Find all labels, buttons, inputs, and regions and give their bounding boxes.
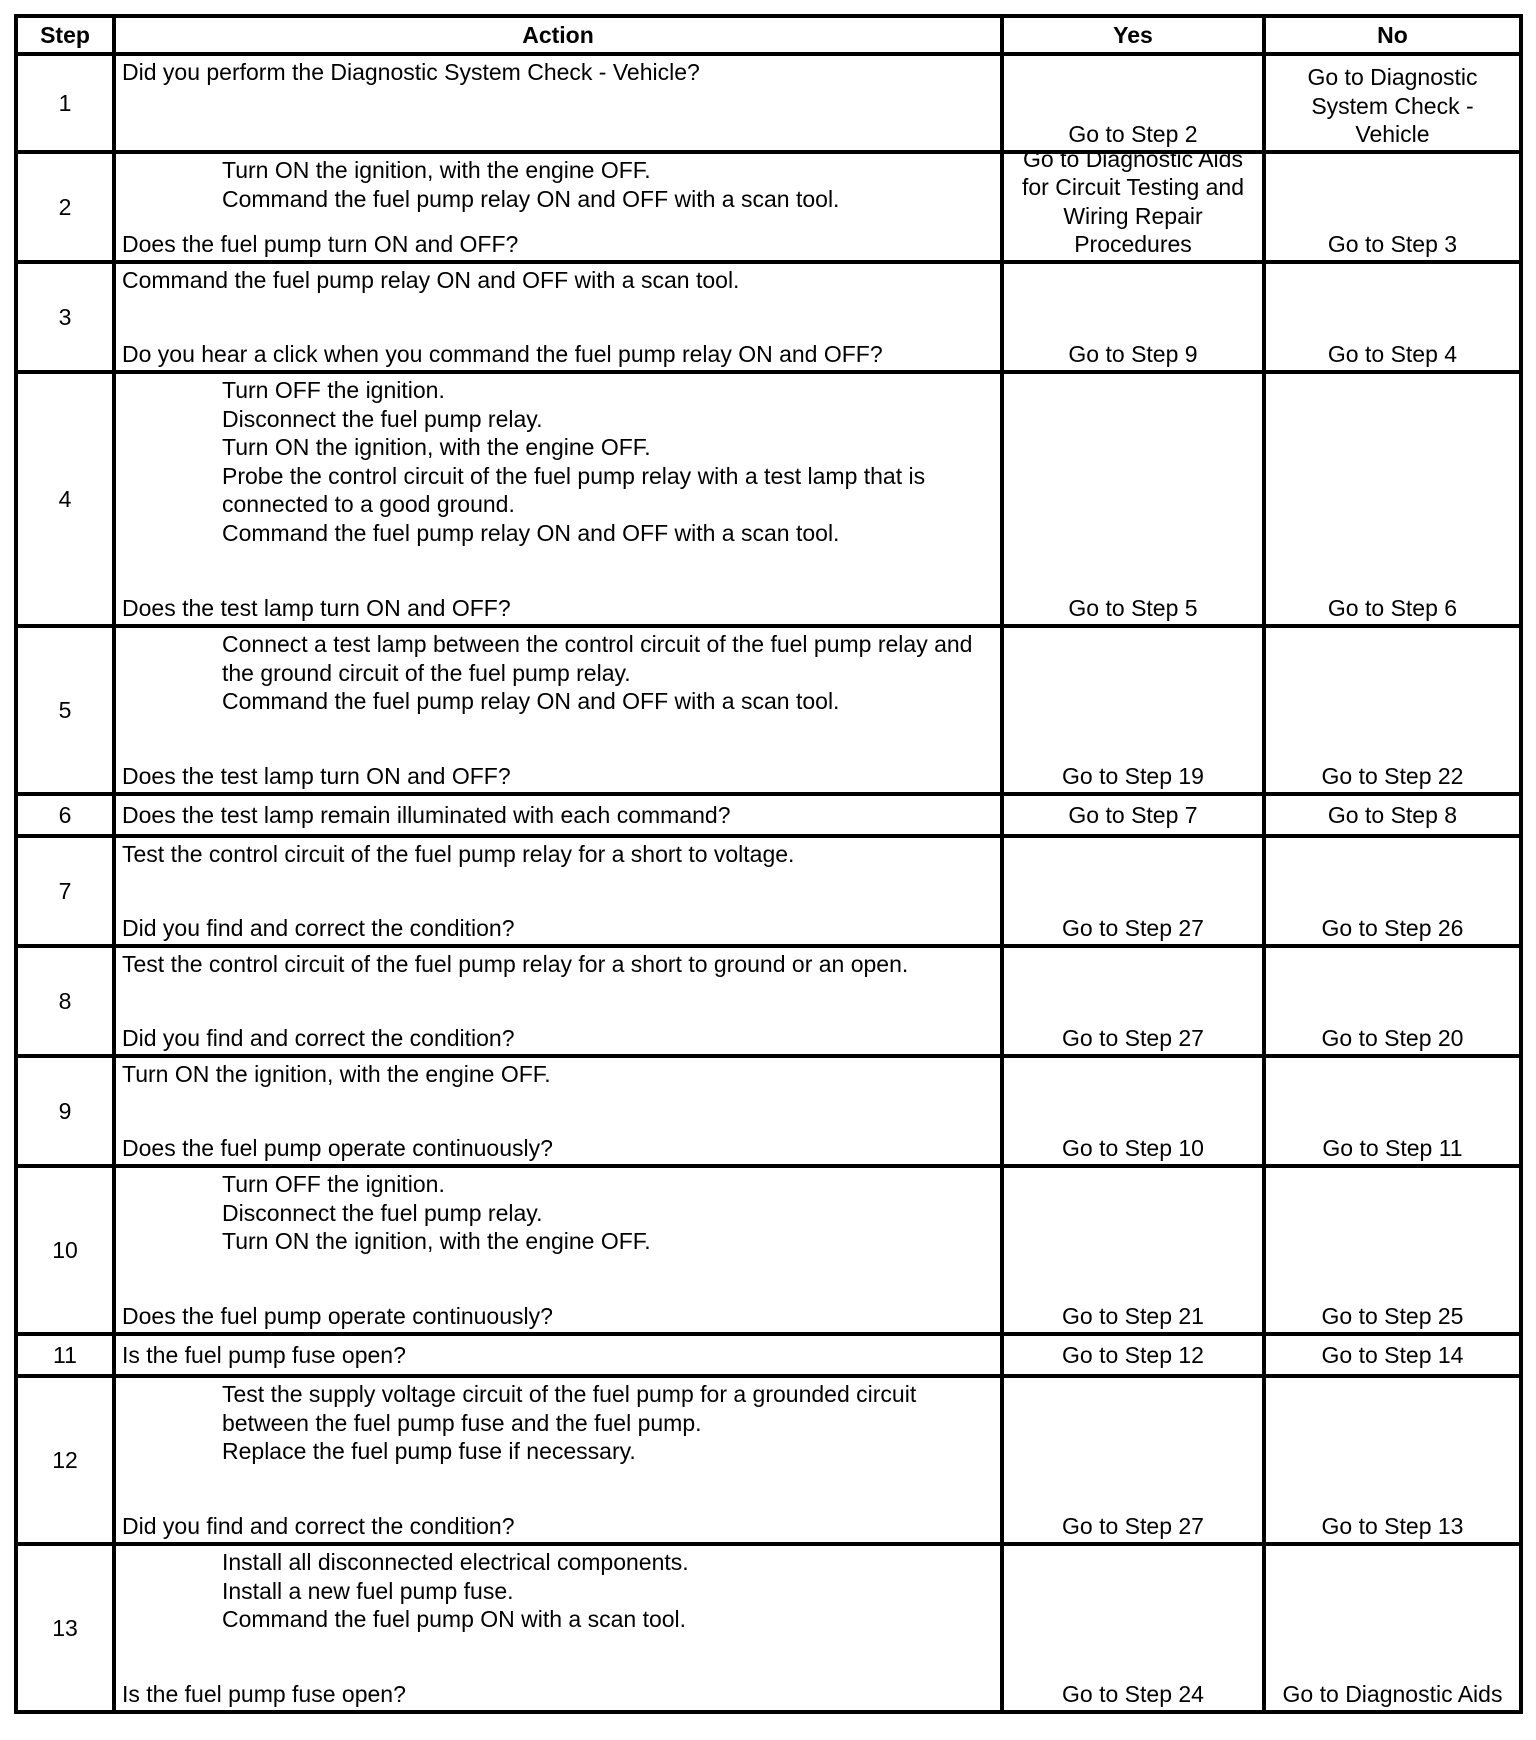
table-row [14, 948, 1523, 1058]
step-number: 8 [18, 948, 116, 1054]
step-number: 1 [18, 56, 116, 150]
action-sub-step: Command the fuel pump relay ON and OFF with a scan tool. [222, 688, 840, 715]
action-question: Does the test lamp turn ON and OFF? [122, 763, 511, 790]
action-cell [116, 838, 1004, 944]
action-sub-step: Turn ON the ignition, with the engine OFF. [222, 1228, 651, 1255]
step-number: 4 [18, 374, 116, 624]
yes-result [1004, 838, 1266, 944]
table-row [14, 145, 1523, 264]
no-result [1266, 1378, 1519, 1542]
action-sub-step: Turn ON the ignition, with the engine OFF. [222, 434, 651, 461]
no-result [1266, 838, 1519, 944]
action-question: Is the fuel pump fuse open? [122, 1681, 406, 1708]
no-result-text: Go to Step 11 [1322, 1135, 1463, 1162]
no-result-text: Go to Step 14 [1321, 1341, 1464, 1368]
step-number: 13 [18, 1546, 116, 1710]
yes-result [1004, 145, 1266, 260]
table-row [14, 1378, 1523, 1546]
action-intro-text: Is the fuel pump fuse open? [122, 1341, 406, 1368]
action-cell [116, 1336, 1004, 1374]
no-result [1266, 1336, 1519, 1374]
no-result [1266, 154, 1519, 260]
action-cell [116, 948, 1004, 1054]
header-step: Step [18, 18, 116, 52]
yes-result-text: Go to Step 27 [1062, 1513, 1204, 1540]
yes-result [1004, 1168, 1266, 1332]
step-number: 9 [18, 1058, 116, 1164]
action-sub-step: Connect a test lamp between the control circuit of the fuel pump relay and the ground circuit of the fuel pump relay. [222, 631, 973, 686]
yes-result-text: Go to Step 7 [1068, 801, 1198, 828]
action-sub-step: Install a new fuel pump fuse. [222, 1577, 514, 1604]
action-sub-step: Disconnect the fuel pump relay. [222, 405, 543, 432]
no-result-text: Go to Step 25 [1321, 1303, 1464, 1330]
action-question: Does the test lamp turn ON and OFF? [122, 595, 511, 622]
yes-result [1004, 948, 1266, 1054]
no-result-text: Go to Step 13 [1321, 1513, 1464, 1540]
no-result-text: Go to Step 6 [1327, 595, 1458, 622]
action-question: Did you find and correct the condition? [122, 1025, 515, 1052]
yes-result-text: Go to Step 5 [1068, 595, 1198, 622]
no-result [1266, 374, 1519, 624]
table-row [14, 838, 1523, 948]
action-cell [116, 154, 1004, 260]
action-cell [116, 628, 1004, 792]
table-row [14, 1058, 1523, 1168]
action-question: Does the fuel pump turn ON and OFF? [122, 231, 519, 258]
table-row [14, 1336, 1523, 1378]
yes-result [1004, 1336, 1266, 1374]
step-number: 10 [18, 1168, 116, 1332]
action-sub-step: Test the supply voltage circuit of the fuel pump for a grounded circuit between the fuel pump fuse and the fuel pump. [222, 1381, 917, 1436]
action-question: Does the fuel pump operate continuously? [122, 1303, 553, 1330]
table-row [14, 796, 1523, 838]
header-action: Action [116, 18, 1004, 52]
no-result [1266, 264, 1519, 370]
yes-result [1004, 628, 1266, 792]
action-intro-text: Test the control circuit of the fuel pump relay for a short to ground or an open. [122, 951, 909, 977]
step-number: 11 [18, 1336, 116, 1374]
no-result [1266, 1546, 1519, 1710]
yes-result-text: Go to Step 2 [1068, 121, 1198, 148]
table-row [14, 1546, 1523, 1714]
action-sub-step: Command the fuel pump relay ON and OFF with a scan tool. [222, 519, 840, 546]
step-number: 7 [18, 838, 116, 944]
no-result-text: Go to Diagnostic System Check - Vehicle [1307, 64, 1478, 148]
step-number: 3 [18, 264, 116, 370]
action-intro-text: Test the control circuit of the fuel pump relay for a short to voltage. [122, 841, 795, 867]
action-sub-step: Command the fuel pump ON with a scan tool. [222, 1606, 687, 1633]
action-intro-text: Does the test lamp remain illuminated with each command? [122, 801, 731, 828]
header-no: No [1377, 21, 1408, 48]
action-intro-text: Did you perform the Diagnostic System Check - Vehicle? [122, 59, 700, 85]
step-number: 2 [18, 154, 116, 260]
action-cell [116, 1546, 1004, 1710]
action-cell [116, 264, 1004, 370]
action-cell [116, 1168, 1004, 1332]
yes-result-text: Go to Step 27 [1062, 915, 1204, 942]
action-sub-step: Install all disconnected electrical components. [222, 1549, 689, 1575]
no-result [1266, 628, 1519, 792]
yes-result [1004, 796, 1266, 834]
step-number: 5 [18, 628, 116, 792]
no-result [1266, 796, 1519, 834]
header-yes: Yes [1004, 18, 1266, 52]
table-row [14, 56, 1523, 154]
yes-result [1004, 1058, 1266, 1164]
no-result-text: Go to Step 20 [1321, 1025, 1464, 1052]
step-number: 6 [18, 796, 116, 834]
table-header-row [14, 14, 1523, 56]
table-row [14, 264, 1523, 374]
no-result-text: Go to Step 22 [1321, 763, 1464, 790]
no-result [1266, 1058, 1519, 1164]
yes-result [1004, 56, 1266, 150]
action-cell [116, 796, 1004, 834]
table-row [14, 1168, 1523, 1336]
yes-result [1004, 264, 1266, 370]
action-intro-text: Command the fuel pump relay ON and OFF with a scan tool. [122, 267, 740, 293]
no-result-text: Go to Diagnostic Aids [1282, 1681, 1503, 1708]
action-sub-step: Replace the fuel pump fuse if necessary. [222, 1438, 636, 1465]
action-intro-text: Turn ON the ignition, with the engine OFF. [122, 1061, 551, 1087]
action-cell [116, 374, 1004, 624]
no-result [1266, 1168, 1519, 1332]
no-result [1266, 948, 1519, 1054]
action-sub-step: Command the fuel pump relay ON and OFF with a scan tool. [222, 185, 840, 212]
no-result-text: Go to Step 26 [1321, 915, 1464, 942]
action-question: Do you hear a click when you command the fuel pump relay ON and OFF? [122, 341, 883, 368]
yes-result [1004, 1378, 1266, 1542]
no-result [1266, 56, 1519, 150]
action-sub-step: Turn OFF the ignition. [222, 1171, 445, 1197]
action-question: Did you find and correct the condition? [122, 915, 515, 942]
yes-result-text: Go to Step 27 [1062, 1025, 1204, 1052]
action-sub-step: Turn OFF the ignition. [222, 377, 445, 403]
table-row [14, 628, 1523, 796]
no-result-text: Go to Step 3 [1327, 231, 1458, 258]
yes-result-text: Go to Step 10 [1062, 1135, 1204, 1162]
no-result-text: Go to Step 4 [1327, 341, 1458, 368]
action-cell [116, 1378, 1004, 1542]
action-question: Does the fuel pump operate continuously? [122, 1135, 553, 1162]
yes-result-text: Go to Diagnostic Aids for Circuit Testing and Wiring Repair Procedures [1021, 145, 1244, 258]
yes-result-text: Go to Step 9 [1068, 341, 1198, 368]
action-sub-step: Turn ON the ignition, with the engine OFF. [222, 157, 651, 183]
diagnostic-table [14, 14, 1523, 1714]
table-row [14, 374, 1523, 628]
yes-result-text: Go to Step 24 [1062, 1681, 1204, 1708]
step-number: 12 [18, 1378, 116, 1542]
action-cell [116, 1058, 1004, 1164]
action-sub-step: Disconnect the fuel pump relay. [222, 1199, 543, 1226]
no-result-text: Go to Step 8 [1327, 801, 1458, 828]
yes-result-text: Go to Step 12 [1062, 1341, 1204, 1368]
action-question: Did you find and correct the condition? [122, 1513, 515, 1540]
yes-result [1004, 1546, 1266, 1710]
yes-result [1004, 374, 1266, 624]
action-sub-step: Probe the control circuit of the fuel pump relay with a test lamp that is connected to a good ground. [222, 462, 926, 518]
yes-result-text: Go to Step 19 [1062, 763, 1204, 790]
action-cell [116, 56, 1004, 150]
yes-result-text: Go to Step 21 [1062, 1303, 1204, 1330]
